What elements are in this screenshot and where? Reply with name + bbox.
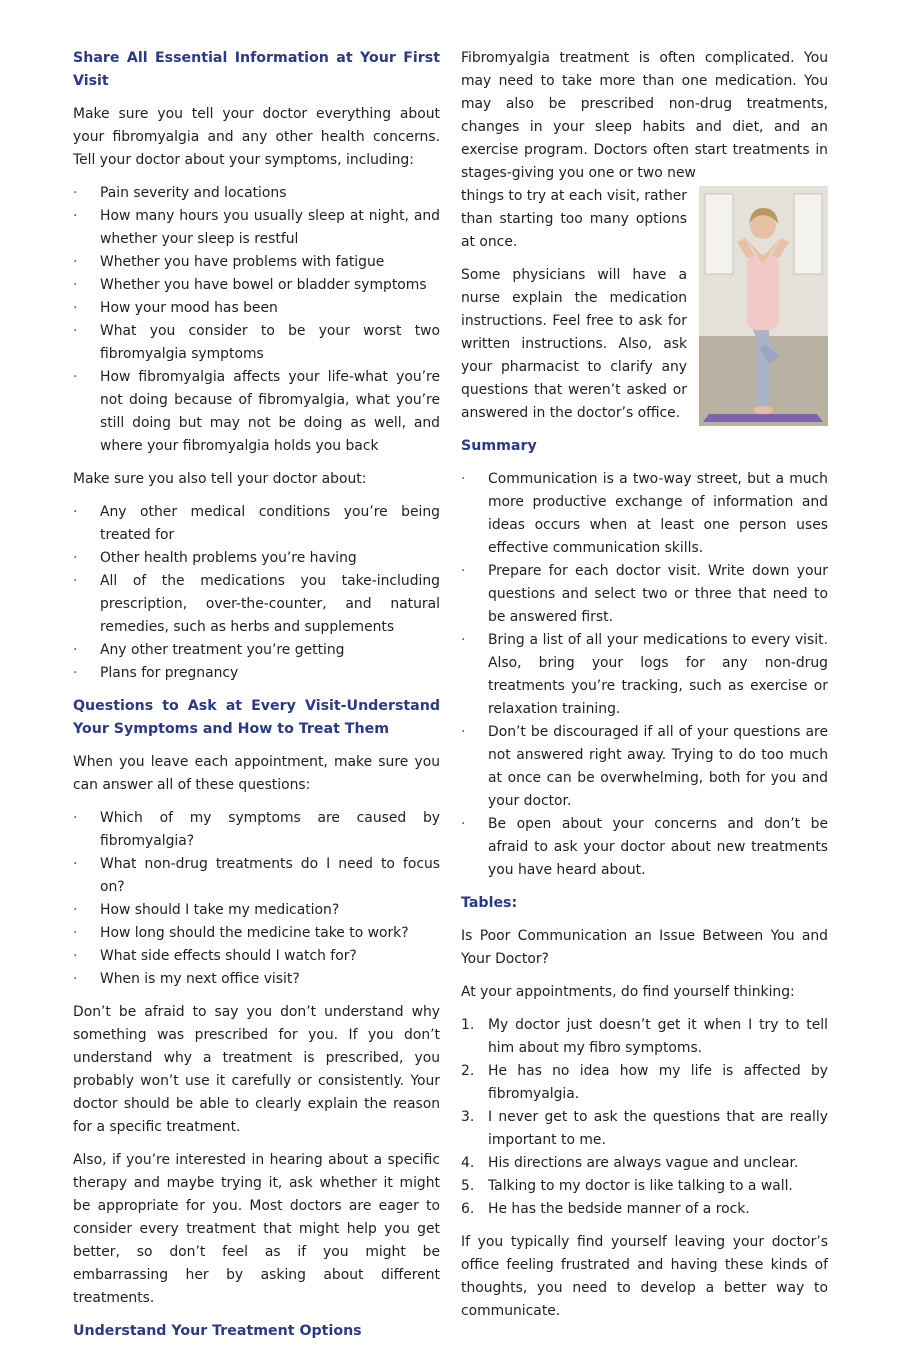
paragraph: If you typically find yourself leaving your doctor’s office feeling frustrated and having these kinds of thoughts, you need to develop a better way to communicate. [461, 1234, 828, 1319]
list-item: · What you consider to be your worst two fibromyalgia symptoms [73, 320, 440, 366]
list-item: · All of the medications you take-including prescription, over-the-counter, and natural remedies, such as herbs and supplements [73, 570, 440, 639]
list-number: 2. [461, 1063, 475, 1079]
list-item: · How long should the medicine take to work? [73, 922, 440, 945]
list-item: · Bring a list of all your medications to every visit. Also, bring your logs for any non-drug treatments you’re tracking, such as exercise or relaxation training. [461, 629, 828, 721]
heading-first-visit: Share All Essential Information at Your First Visit [73, 50, 440, 89]
yoga-photo [699, 186, 828, 426]
paragraph: At your appointments, do find yourself thinking: [461, 984, 795, 1000]
paragraph: things to try at each visit, rather than starting too many options at once. [461, 188, 688, 250]
paragraph: Make sure you tell your doctor everything about your fibromyalgia and any other health concerns. Tell your doctor about your symptoms, including: [73, 106, 440, 168]
list-item: · What side effects should I watch for? [73, 945, 440, 968]
thoughts-list [461, 1014, 828, 1221]
summary-list [461, 468, 828, 882]
list-number: 3. [461, 1109, 475, 1125]
list-item [461, 1060, 828, 1106]
list-item: · Whether you have problems with fatigue [73, 251, 440, 274]
paragraph: Is Poor Communication an Issue Between You and Your Doctor? [461, 928, 828, 967]
list-item: · Prepare for each doctor visit. Write down your questions and select two or three that need to be answered first. [461, 560, 828, 629]
symptoms-list [73, 182, 440, 458]
list-item: · How should I take my medication? [73, 899, 440, 922]
paragraph: Make sure you also tell your doctor about: [73, 471, 367, 487]
list-text: He has no idea how my life is affected by fibromyalgia. [488, 1063, 828, 1102]
list-item [461, 1014, 828, 1060]
heading-summary: Summary [461, 438, 537, 454]
paragraph: Also, if you’re interested in hearing about a specific therapy and maybe trying it, ask whether it might be appropriate for you. Most doctors are eager to consider every treatment that might help you get better, so don’t feel as if you might be embarrassing her by asking about different treatments. [73, 1152, 440, 1306]
list-item: · How many hours you usually sleep at night, and whether your sleep is restful [73, 205, 440, 251]
heading-tables: Tables: [461, 895, 518, 911]
list-text: His directions are always vague and unclear. [488, 1155, 799, 1171]
list-text: I never get to ask the questions that are really important to me. [488, 1109, 828, 1148]
heading-treatment-options: Understand Your Treatment Options [73, 1323, 362, 1339]
paragraph: Fibromyalgia treatment is often complicated. You may need to take more than one medication. You may also be prescribed non-drug treatments, changes in your sleep habits and diet, and an exercise program. Doctors often start treatments in stages-giving you one or two new [461, 50, 828, 181]
list-text: My doctor just doesn’t get it when I try to tell him about my fibro symptoms. [488, 1017, 828, 1056]
list-number: 1. [461, 1017, 475, 1033]
also-tell-list [73, 501, 440, 685]
list-item [461, 1106, 828, 1152]
list-item: · Any other treatment you’re getting [73, 639, 440, 662]
list-item: · Pain severity and locations [73, 182, 440, 205]
list-item: · Any other medical conditions you’re being treated for [73, 501, 440, 547]
list-item: · How your mood has been [73, 297, 440, 320]
list-item: · Other health problems you’re having [73, 547, 440, 570]
list-item [461, 1175, 828, 1198]
heading-questions: Questions to Ask at Every Visit-Understand Your Symptoms and How to Treat Them [73, 698, 440, 737]
list-text: Talking to my doctor is like talking to a wall. [488, 1178, 793, 1194]
list-item [461, 1152, 828, 1175]
list-item: · Plans for pregnancy [73, 662, 440, 685]
paragraph: Some physicians will have a nurse explain the medication instructions. Feel free to ask for written instructions. Also, ask your pharmacist to clarify any questions that weren’t asked or answered in the doctor’s office. [461, 267, 687, 421]
left-column [73, 47, 440, 1353]
list-number: 6. [461, 1201, 475, 1217]
paragraph: Don’t be afraid to say you don’t understand why something was prescribed for you. If you don’t understand why a treatment is prescribed, you probably won’t use it carefully or consistently. Your doctor should be able to clearly explain the reason for a specific treatment. [73, 1004, 440, 1135]
list-text: He has the bedside manner of a rock. [488, 1201, 750, 1217]
list-item: · Communication is a two-way street, but a much more productive exchange of information and ideas occurs when at least one person uses effective communication skills. [461, 468, 828, 560]
list-item: · What non-drug treatments do I need to focus on? [73, 853, 440, 899]
list-item: · Which of my symptoms are caused by fibromyalgia? [73, 807, 440, 853]
list-item: · Whether you have bowel or bladder symptoms [73, 274, 440, 297]
list-item: · Don’t be discouraged if all of your questions are not answered right away. Trying to do too much at once can be overwhelming, both for you and your doctor. [461, 721, 828, 813]
list-item: · How fibromyalgia affects your life-what you’re not doing because of fibromyalgia, what you’re still doing but may not be doing as well, and where your fibromyalgia holds you back [73, 366, 440, 458]
right-column [461, 47, 828, 1333]
yoga-woman-illustration [699, 186, 828, 426]
list-number: 5. [461, 1178, 475, 1194]
questions-list [73, 807, 440, 991]
list-item [461, 1198, 828, 1221]
list-number: 4. [461, 1155, 475, 1171]
paragraph: When you leave each appointment, make sure you can answer all of these questions: [73, 754, 440, 793]
list-item: · When is my next office visit? [73, 968, 440, 991]
list-item: · Be open about your concerns and don’t be afraid to ask your doctor about new treatments you have heard about. [461, 813, 828, 882]
